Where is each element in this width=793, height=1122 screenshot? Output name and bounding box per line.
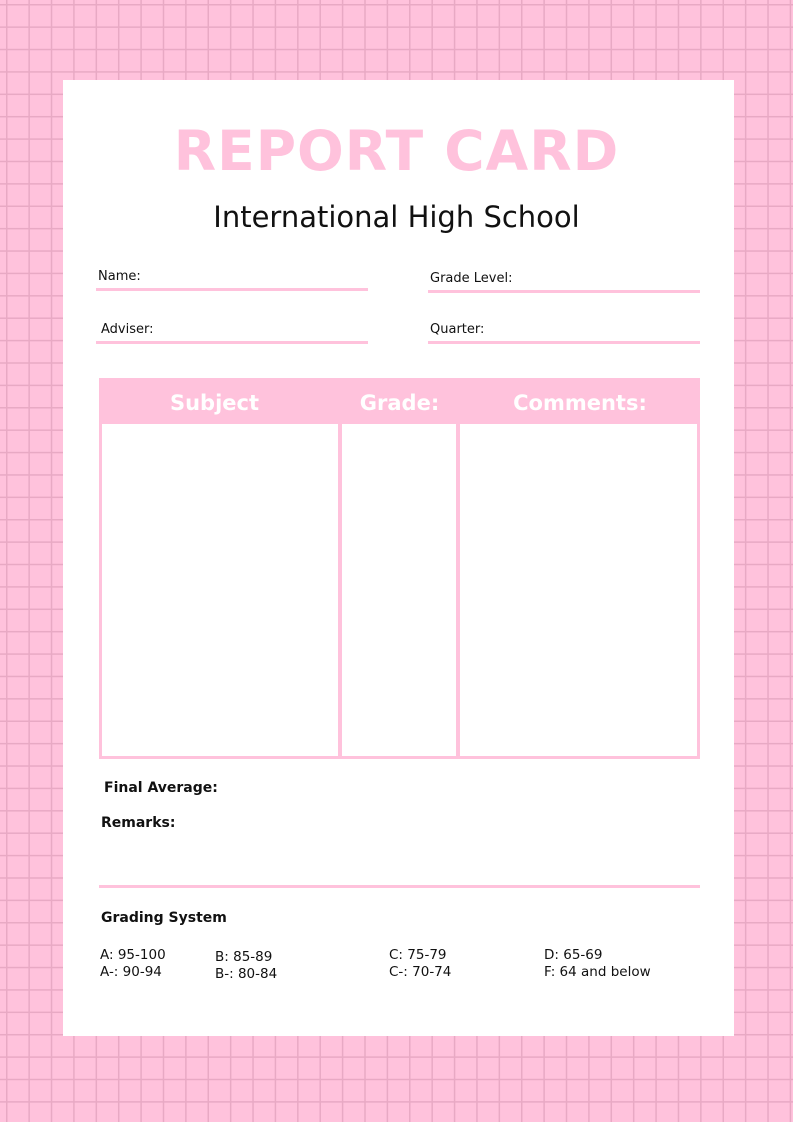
- name-field[interactable]: [96, 262, 368, 291]
- grade-cell[interactable]: [342, 427, 456, 753]
- grade-scale-item: A: 95-100: [100, 947, 166, 963]
- grade-scale-item: D: 65-69: [544, 947, 603, 963]
- final-average-label: Final Average:: [104, 780, 218, 796]
- grade-scale-item: F: 64 and below: [544, 964, 651, 980]
- grades-table-header: [102, 381, 697, 424]
- grade-scale-item: B-: 80-84: [215, 966, 278, 982]
- grade-scale-item: A-: 90-94: [100, 964, 162, 980]
- report-card-title: REPORT CARD: [173, 119, 620, 183]
- grade-scale-item: B: 85-89: [215, 949, 273, 965]
- name-label: Name:: [98, 269, 141, 284]
- grade-level-label: Grade Level:: [430, 271, 513, 286]
- grade-scale-item: C-: 70-74: [389, 964, 452, 980]
- subject-column-header: Subject: [169, 391, 260, 415]
- comments-column-header: Comments:: [513, 391, 647, 415]
- comments-cell[interactable]: [460, 427, 697, 753]
- quarter-label: Quarter:: [430, 322, 485, 337]
- grade-level-field[interactable]: [428, 264, 700, 293]
- remarks-divider: [99, 885, 700, 888]
- remarks-label: Remarks:: [101, 815, 176, 831]
- adviser-label: Adviser:: [101, 322, 154, 337]
- grading-system-title: Grading System: [101, 910, 227, 926]
- quarter-field[interactable]: [428, 315, 700, 344]
- grades-table: [99, 378, 700, 759]
- school-name: International High School: [213, 200, 580, 234]
- grade-column-header: Grade:: [359, 391, 440, 415]
- subject-cell[interactable]: [102, 427, 338, 753]
- grade-scale-item: C: 75-79: [389, 947, 447, 963]
- adviser-field[interactable]: [96, 315, 368, 344]
